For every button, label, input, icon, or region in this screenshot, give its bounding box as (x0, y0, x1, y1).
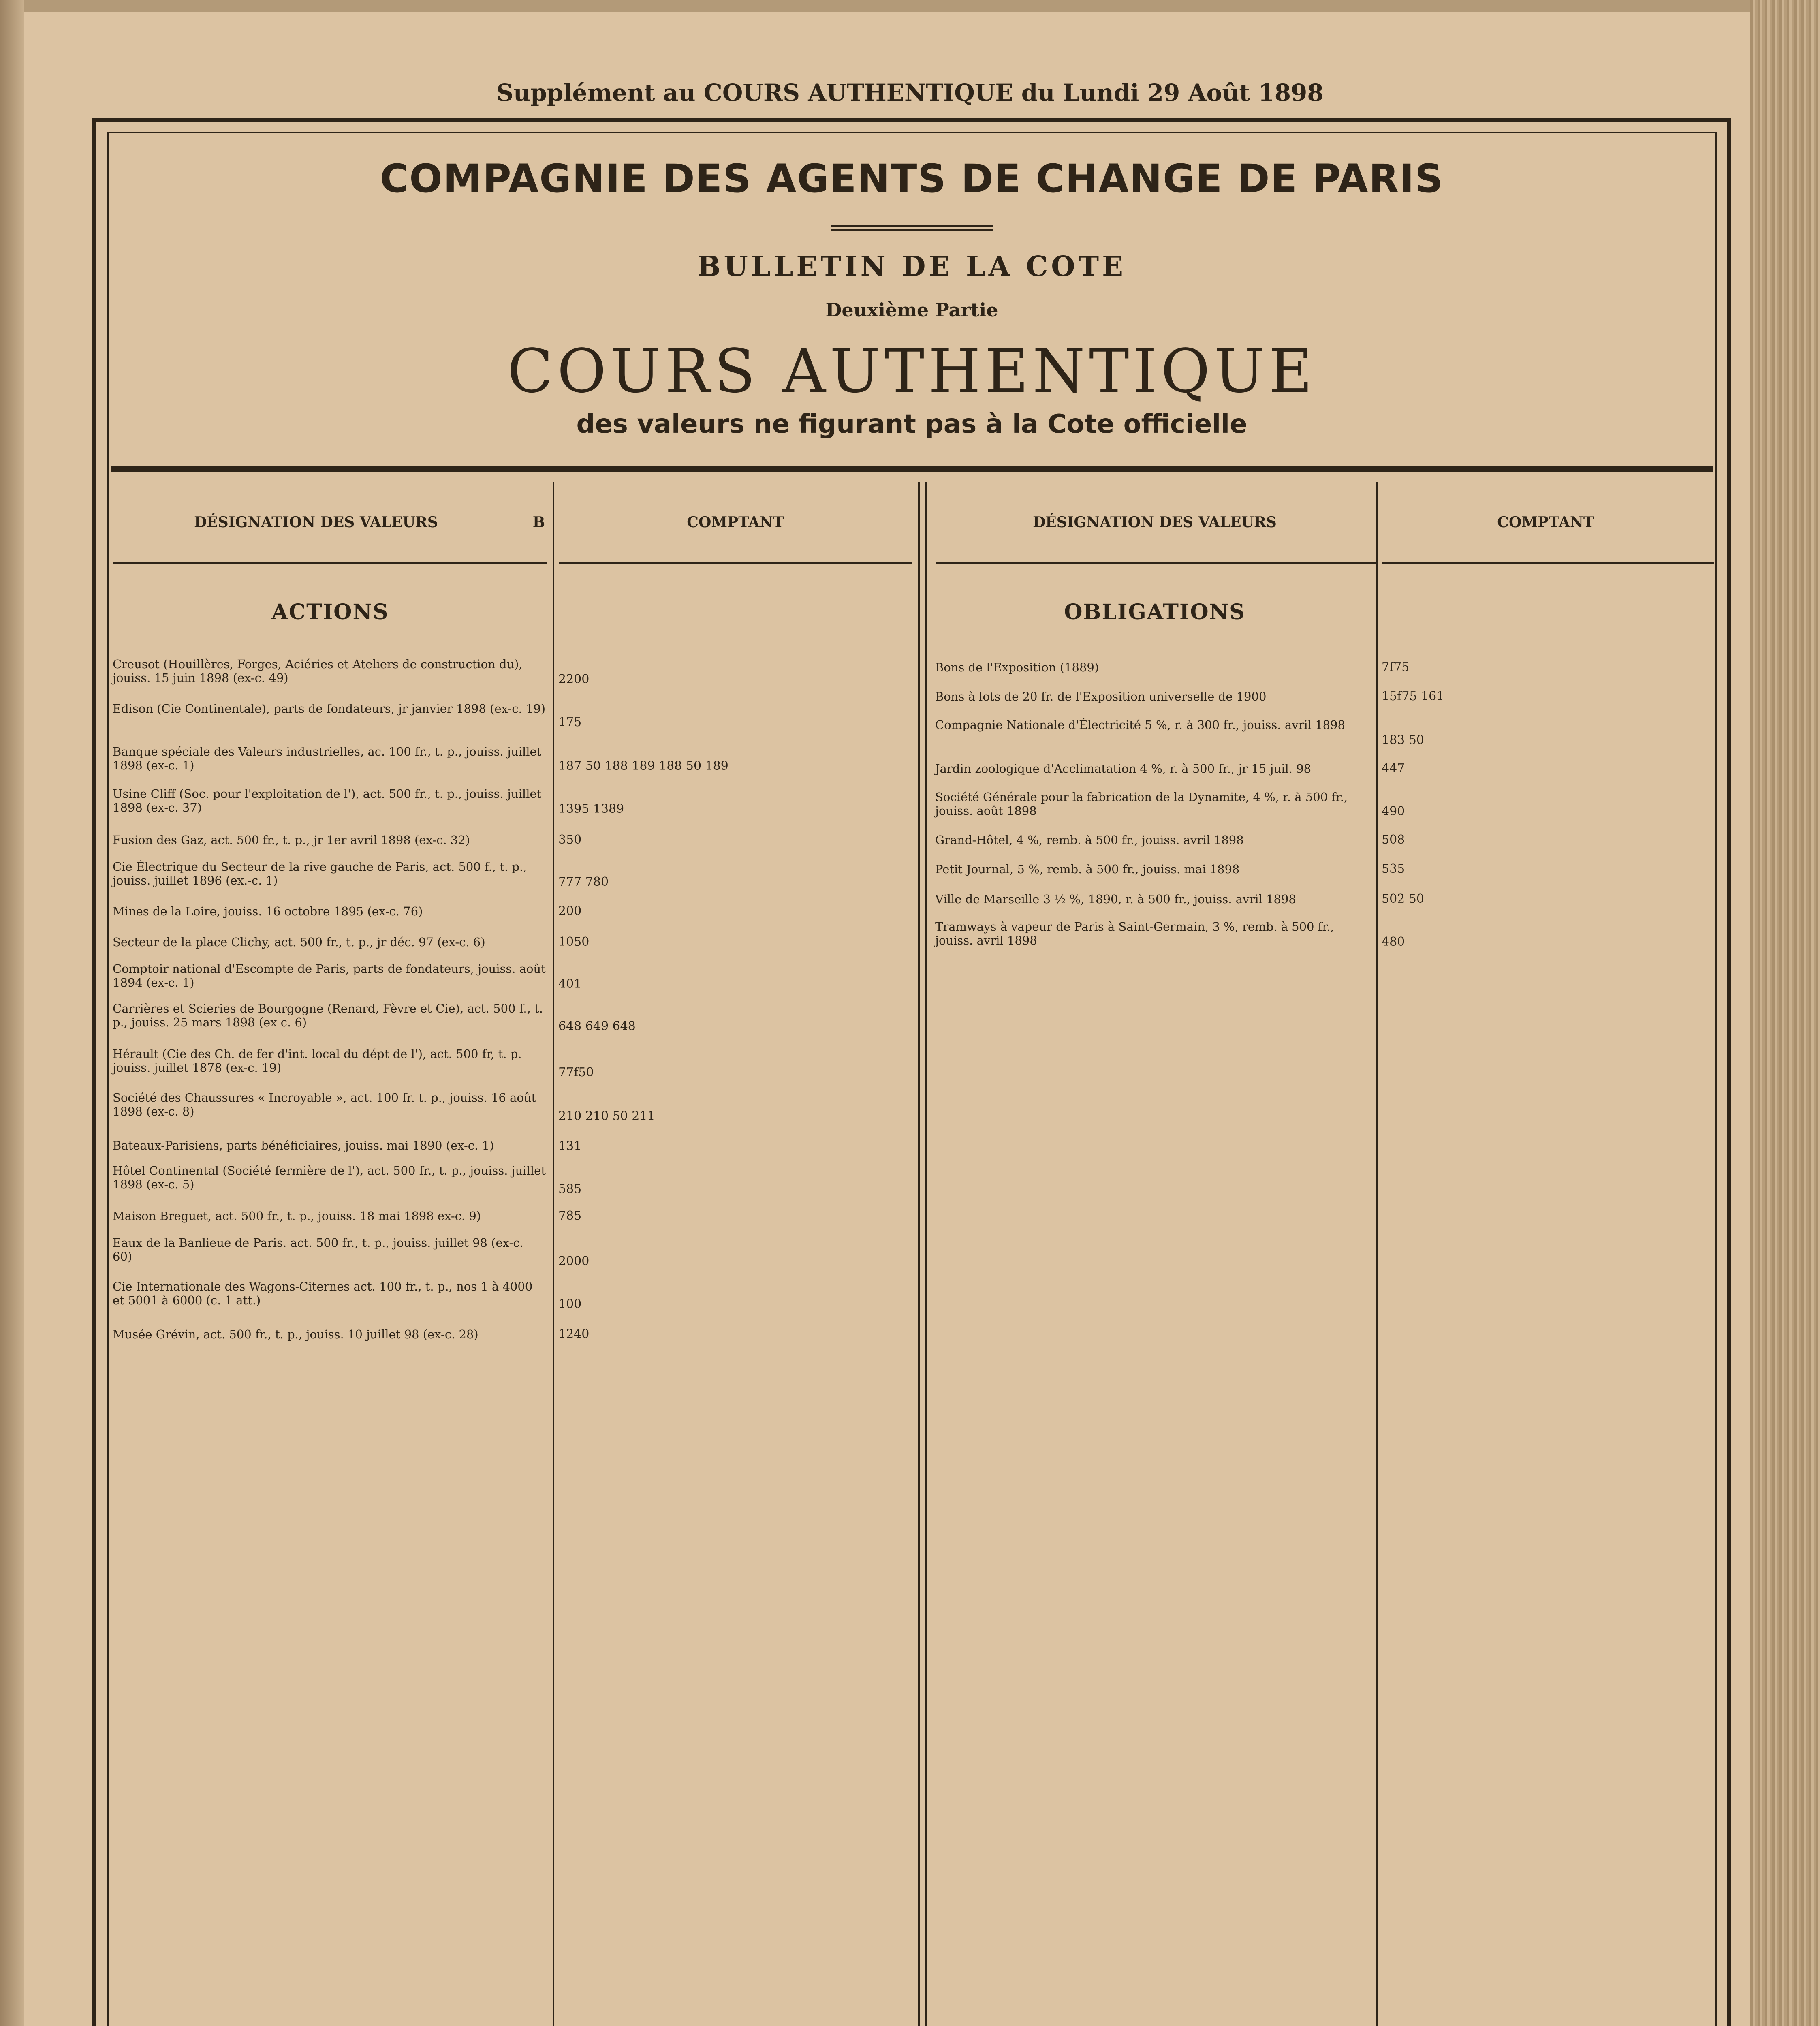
page-binding (0, 0, 24, 2026)
list-item: Secteur de la place Clichy, act. 500 fr., t. p., jr déc. 97 (ex-c. 6) (113, 935, 485, 949)
obligations-heading: OBLIGATIONS (1064, 600, 1245, 624)
list-item-price: 535 (1382, 862, 1405, 876)
divider-center-a (918, 482, 920, 2026)
list-item: Bons à lots de 20 fr. de l'Exposition universelle de 1900 (935, 690, 1267, 703)
list-item: Banque spéciale des Valeurs industrielles, ac. 100 fr., t. p., jouiss. juillet 1898 (ex-c. 1) (113, 745, 542, 772)
list-item: Maison Breguet, act. 500 fr., t. p., jouiss. 18 mai 1898 ex-c. 9) (113, 1209, 481, 1223)
list-item-price: 100 (558, 1297, 582, 1311)
list-item-price: 447 (1382, 761, 1405, 776)
col-comptant-left: COMPTANT (687, 514, 784, 531)
header-rule (111, 466, 1713, 472)
main-title: COURS AUTHENTIQUE (507, 336, 1317, 406)
list-item: Compagnie Nationale d'Électricité 5 %, r. à 300 fr., jouiss. avril 1898 (935, 718, 1345, 732)
list-item-price: 585 (558, 1182, 582, 1196)
list-item-price: 490 (1382, 804, 1405, 819)
header-underline-1 (113, 562, 547, 564)
list-item-price: 508 (1382, 833, 1405, 847)
list-item: Petit Journal, 5 %, remb. à 500 fr., jouiss. mai 1898 (935, 862, 1240, 876)
list-item-price: 1395 1389 (558, 802, 624, 816)
list-item: Ville de Marseille 3 ½ %, 1890, r. à 500 fr., jouiss. avril 1898 (935, 892, 1296, 906)
part-label: Deuxième Partie (825, 299, 998, 321)
list-item-price: 502 50 (1382, 892, 1424, 906)
list-item-price: 2000 (558, 1254, 590, 1268)
list-item: Mines de la Loire, jouiss. 16 octobre 1895 (ex-c. 76) (113, 904, 423, 918)
actions-heading: ACTIONS (271, 600, 389, 624)
list-item-price: 15f75 161 (1382, 689, 1444, 703)
supplement-line: Supplément au COURS AUTHENTIQUE du Lundi 29 Août 1898 (496, 79, 1324, 107)
list-item-price: 175 (558, 715, 582, 729)
col-designation-right: DÉSIGNATION DES VALEURS (1033, 514, 1277, 531)
list-item: Bateaux-Parisiens, parts bénéficiaires, jouiss. mai 1890 (ex-c. 1) (113, 1139, 494, 1152)
list-item-price: 401 (558, 977, 582, 991)
subtitle: des valeurs ne figurant pas à la Cote officielle (576, 409, 1248, 439)
list-item-price: 183 50 (1382, 733, 1424, 747)
list-item: Eaux de la Banlieue de Paris. act. 500 fr., t. p., jouiss. juillet 98 (ex-c. 60) (113, 1236, 523, 1263)
title-divider (831, 225, 993, 231)
list-item-price: 77f50 (558, 1065, 594, 1079)
list-item-price: 200 (558, 904, 582, 918)
list-item: Usine Cliff (Soc. pour l'exploitation de l'), act. 500 fr., t. p., jouiss. juillet 1898 (ex-c. 37) (113, 787, 542, 814)
list-item: Tramways à vapeur de Paris à Saint-Germain, 3 %, remb. à 500 fr., jouiss. avril 1898 (935, 920, 1334, 947)
divider-left (553, 482, 554, 2026)
col-comptant-right: COMPTANT (1497, 514, 1594, 531)
header-underline-2 (559, 562, 912, 564)
list-item: Cie Électrique du Secteur de la rive gauche de Paris, act. 500 f., t. p., jouiss. juillet 1896 (ex.-c. 1) (113, 860, 527, 887)
header-underline-4 (1382, 562, 1714, 564)
list-item-price: 785 (558, 1209, 582, 1223)
list-item-price: 1240 (558, 1327, 590, 1341)
list-item-price: 480 (1382, 935, 1405, 949)
company-title: COMPAGNIE DES AGENTS DE CHANGE DE PARIS (380, 156, 1444, 201)
list-item-price: 648 649 648 (558, 1019, 636, 1033)
list-item: Fusion des Gaz, act. 500 fr., t. p., jr 1er avril 1898 (ex-c. 32) (113, 833, 470, 847)
bulletin-title: BULLETIN DE LA COTE (697, 250, 1126, 283)
list-item-price: 131 (558, 1139, 582, 1153)
list-item: Société Générale pour la fabrication de la Dynamite, 4 %, r. à 500 fr., jouiss. août 1898 (935, 790, 1348, 818)
list-item-price: 2200 (558, 672, 590, 686)
list-item-price: 350 (558, 833, 582, 847)
list-item-price: 210 210 50 211 (558, 1109, 655, 1123)
list-item: Carrières et Scieries de Bourgogne (Renard, Fèvre et Cie), act. 500 f., t. p., jouiss. 25 mars 1898 (ex c. 6) (113, 1002, 543, 1029)
list-item: Jardin zoologique d'Acclimatation 4 %, r. à 500 fr., jr 15 juil. 98 (935, 762, 1312, 776)
list-item: Grand-Hôtel, 4 %, remb. à 500 fr., jouiss. avril 1898 (935, 833, 1244, 847)
list-item-price: 1050 (558, 935, 590, 949)
header-underline-3 (936, 562, 1378, 564)
list-item: Société des Chaussures « Incroyable », act. 100 fr. t. p., jouiss. 16 août 1898 (ex-c. 8) (113, 1091, 536, 1118)
list-item: Musée Grévin, act. 500 fr., t. p., jouiss. 10 juillet 98 (ex-c. 28) (113, 1327, 478, 1341)
list-item-price: 777 780 (558, 875, 609, 889)
list-item: Bons de l'Exposition (1889) (935, 660, 1099, 674)
list-item: Cie Internationale des Wagons-Citernes act. 100 fr., t. p., nos 1 à 4000 et 5001 à 6000 (c. 1 att.) (113, 1280, 533, 1307)
list-item-price: 187 50 188 189 188 50 189 (558, 759, 728, 773)
col-designation-left: DÉSIGNATION DES VALEURS (194, 514, 438, 531)
divider-center-b (925, 482, 927, 2026)
list-item: Comptoir national d'Escompte de Paris, parts de fondateurs, jouiss. août 1894 (ex-c. 1) (113, 962, 546, 989)
list-item: Hôtel Continental (Société fermière de l'), act. 500 fr., t. p., jouiss. juillet 1898 (ex-c. 5) (113, 1164, 546, 1191)
page-edges (1750, 0, 1820, 2026)
divider-right (1376, 482, 1378, 2026)
col-b: B (532, 514, 545, 531)
list-item-price: 7f75 (1382, 660, 1410, 674)
list-item: Edison (Cie Continentale), parts de fondateurs, jr janvier 1898 (ex-c. 19) (113, 702, 546, 716)
list-item: Creusot (Houillères, Forges, Aciéries et Ateliers de construction du), jouiss. 15 juin 1898 (ex-c. 49) (113, 657, 523, 685)
list-item: Hérault (Cie des Ch. de fer d'int. local du dépt de l'), act. 500 fr, t. p. jouiss. juillet 1878 (ex-c. 19) (113, 1047, 522, 1075)
